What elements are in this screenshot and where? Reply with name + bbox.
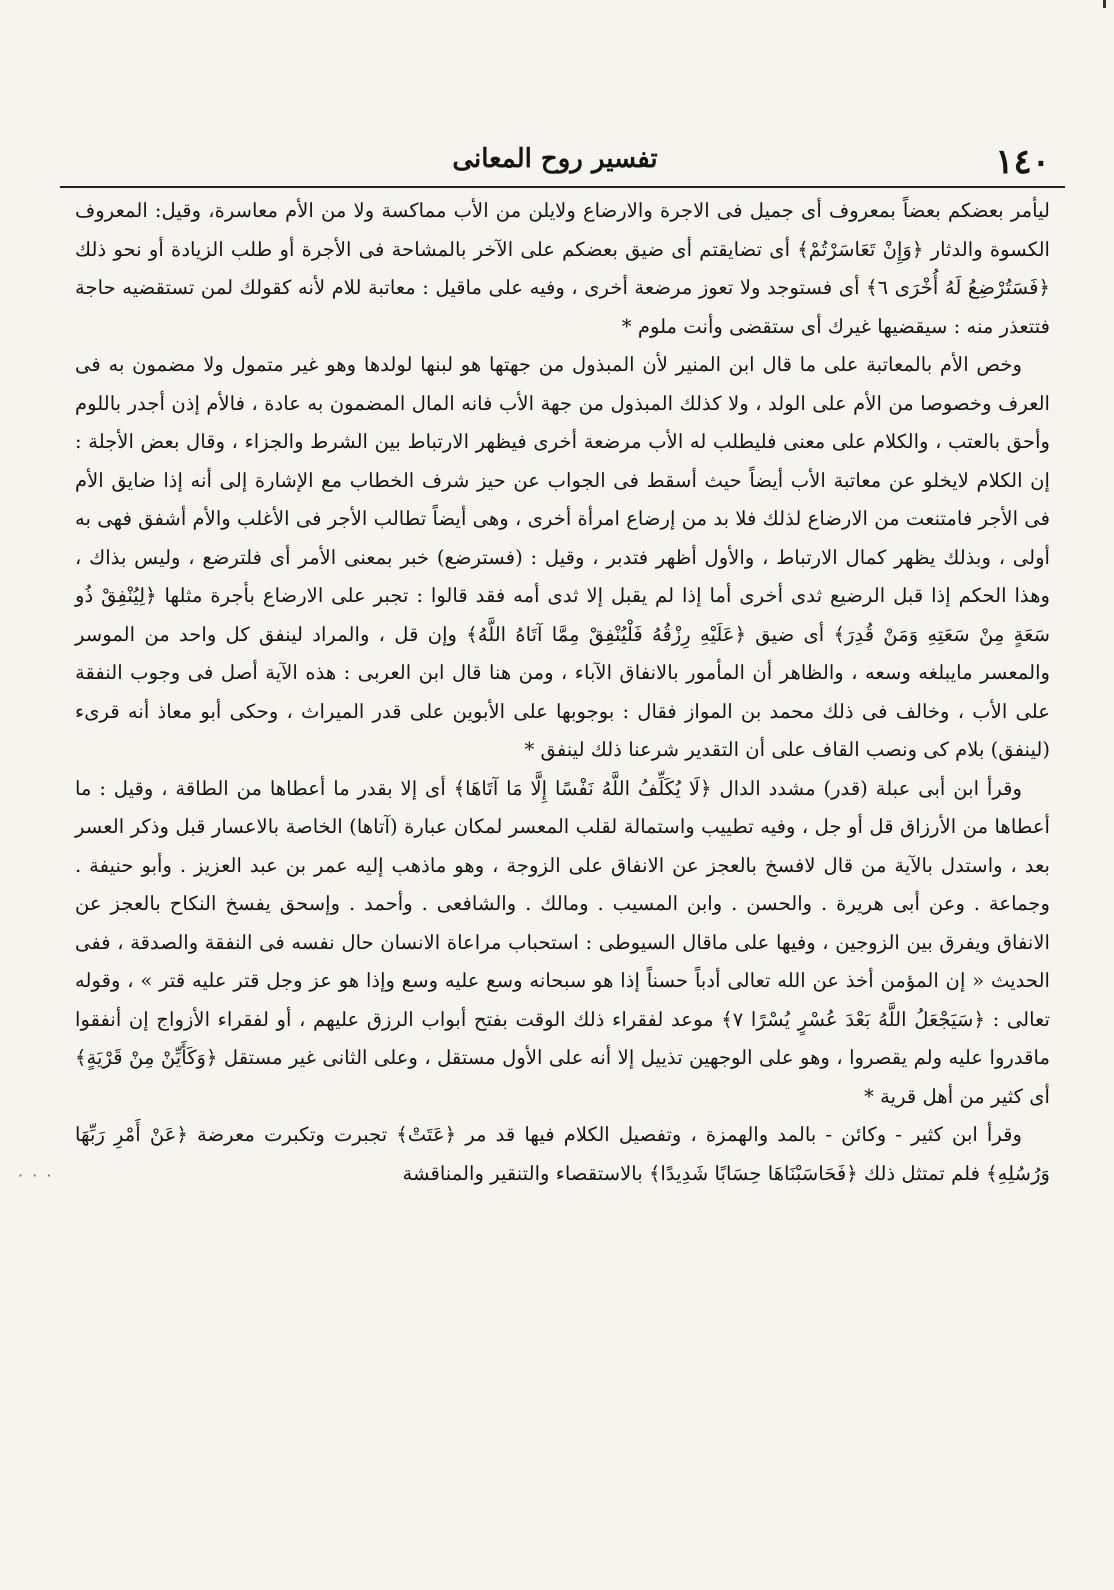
corner-mark <box>1103 0 1106 8</box>
paragraph: وقرأ ابن كثير - وكائن - بالمد والهمزة ، وتفصيل الكلام فيها قد مر ﴿عَتَتْ﴾ تجبرت وتكبرت معرضة ﴿عَنْ أَمْرِ رَبِّهَا وَرُسُلِهِ﴾ فلم تمتثل ذلك ﴿فَحَاسَبْنَاهَا حِسَابًا شَدِيدًا﴾ بالاستقصاء والتنقير والمناقشة <box>75 1123 1050 1185</box>
page-number: ١٤٠ <box>995 142 1050 182</box>
paragraph: وقرأ ابن أبى عبلة (قدر) مشدد الدال ﴿لَا يُكَلِّفُ اللَّهُ نَفْسًا إِلَّا مَا آتَاهَا﴾ أى إلا بقدر ما أعطاها من الطاقة ، وقيل : ما أعطاها من الأرزاق قل أو جل ، وفيه تطييب واستمالة لقلب المعسر لمكان عبارة (آتاها) الخاصة بالاعسار قبل وذكر العسر بعد ، واستدل بالآية من قال لافسخ بالعجز عن الانفاق على الزوجة ، وهو ماذهب إليه عمر بن عبد العزيز . وأبو حنيفة . وجماعة . وعن أبى هريرة . والحسن . وابن المسيب . ومالك . والشافعى . وأحمد . وإسحق يفسخ النكاح بالعجز عن الانفاق ويفرق بين الزوجين ، وفيها على ماقال السيوطى : استحباب مراعاة الانسان حال نفسه فى النفقة والصدقة ، ففى الحديث « إن المؤمن أخذ عن الله تعالى أدباً حسناً إذا هو سبحانه وسع عليه وسع وإذا هو عز وجل قتر عليه قتر » ، وقوله تعالى : ﴿سَيَجْعَلُ اللَّهُ بَعْدَ عُسْرٍ يُسْرًا ٧﴾ موعد لفقراء ذلك الوقت بفتح أبواب الرزق عليهم ، أو لفقراء الأزواج إن أنفقوا ماقدروا عليه ولم يقصروا ، وهو على الوجهين تذييل إلا أنه على الأول مستقل ، وعلى الثانى غير مستقل ﴿وَكَأَيِّنْ مِنْ قَرْيَةٍ﴾ أى كثير من أهل قرية * <box>75 776 1050 1108</box>
margin-dots: · · · <box>18 1166 54 1185</box>
header-rule <box>60 186 1065 188</box>
body-text <box>75 192 1050 1193</box>
paragraph: ليأمر بعضكم بعضاً بمعروف أى جميل فى الاجرة والارضاع ولايلن من الأب مماكسة ولا من الأم معاسرة، وقيل: المعروف الكسوة والدثار ﴿وَإِنْ تَعَاسَرْتُمْ﴾ أى تضايقتم أى ضيق بعضكم على الآخر بالمشاحة فى الأجرة أو طلب الزيادة أو نحو ذلك ﴿فَسَتُرْضِعُ لَهُ أُخْرَى ٦﴾ أى فستوجد ولا تعوز مرضعة أخرى ، وفيه على ماقيل : معاتبة للام لأنه كقولك لمن تستقضيه حاجة فتتعذر منه : سيقضيها غيرك أى ستقضى وأنت ملوم * <box>75 199 1051 338</box>
running-title: تفسير روح المعانى <box>452 144 658 174</box>
page-header <box>60 140 1050 184</box>
paragraph: وخص الأم بالمعاتبة على ما قال ابن المنير لأن المبذول من جهتها هو لبنها لولدها وهو غير متمول ولا مضمون به فى العرف وخصوصا من الأم على الولد ، ولا كذلك المبذول من جهة الأب فانه المال المضمون به عادة ، فالأم إذن أجدر باللوم وأحق بالعتب ، والكلام على معنى فليطلب له الأب مرضعة أخرى فيظهر الارتباط بين الشرط والجزاء ، وقال بعض الأجلة : إن الكلام لايخلو عن معاتبة الأب أيضاً حيث أسقط فى الجواب عن حيز شرف الخطاب مع الإشارة إلى أنه إذا ضايق الأم فى الأجر فامتنعت من الارضاع لذلك فلا بد من إرضاع امرأة أخرى ، وهى أيضاً تطالب الأجر فى الأغلب والأم أشفق فهى به أولى ، وبذلك يظهر كمال الارتباط ، والأول أظهر فتدبر ، وقيل : (فسترضع) خبر بمعنى الأمر أى فلترضع ، وليس بذاك ، وهذا الحكم إذا قبل الرضيع ثدى أخرى أما إذا لم يقبل إلا ثدى أمه فقد قالوا : تجبر على الارضاع بأجرة مثلها ﴿لِيُنْفِقْ ذُو سَعَةٍ مِنْ سَعَتِهِ وَمَنْ قُدِرَ﴾ أى ضيق ﴿عَلَيْهِ رِزْقُهُ فَلْيُنْفِقْ مِمَّا آتَاهُ اللَّهُ﴾ وإن قل ، والمراد لينفق كل واحد من الموسر والمعسر مايبلغه وسعه ، والظاهر أن المأمور بالانفاق الآباء ، ومن هنا قال ابن العربى : هذه الآية أصل فى وجوب النفقة على الأب ، وخالف فى ذلك محمد بن المواز فقال : بوجوبها على الأبوين على قدر الميراث ، وحكى أبو معاذ أنه قرىء (لينفق) بلام كى ونصب القاف على أن التقدير شرعنا ذلك لينفق * <box>75 353 1050 761</box>
